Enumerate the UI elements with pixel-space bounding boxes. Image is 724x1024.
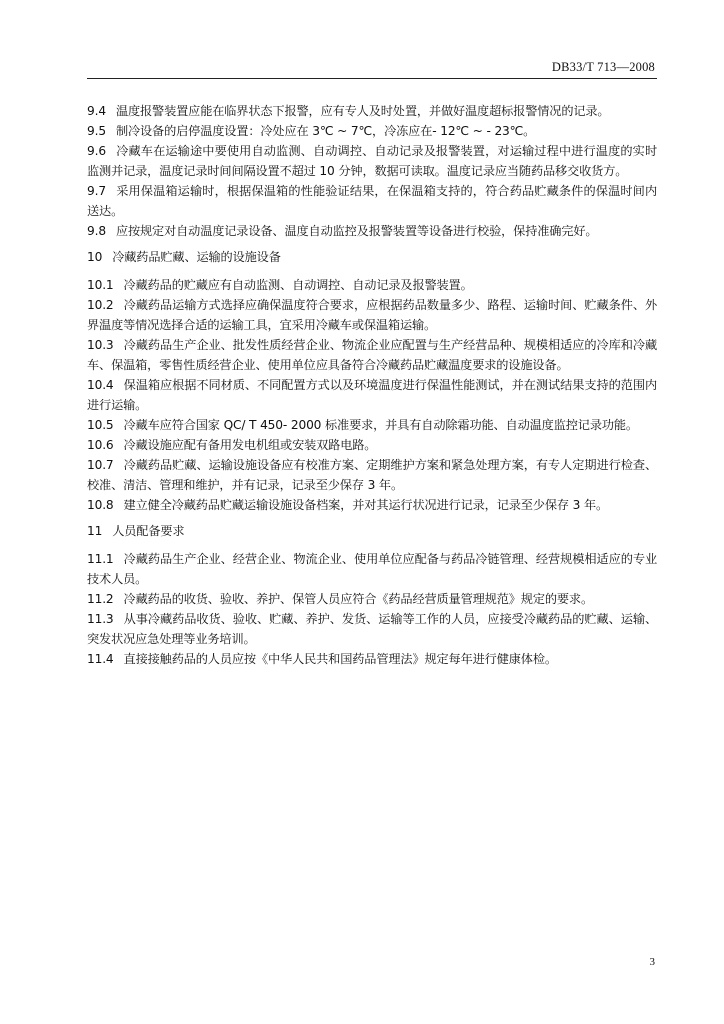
section-title: 冷藏药品贮藏、运输的设施设备 [112, 250, 281, 264]
clause-number: 11.4 [87, 652, 114, 666]
clause-11-3 [87, 609, 657, 649]
clause-text: 建立健全冷藏药品贮藏运输设施设备档案，并对其运行状况进行记录，记录至少保存 3 年。 [123, 498, 609, 512]
clause-text: 冷藏设施应配有备用发电机组或安装双路电路。 [123, 438, 377, 452]
clause-text: 应按规定对自动温度记录设备、温度自动监控及报警装置等设备进行校验，保持准确完好。 [115, 224, 598, 238]
clause-number: 10.5 [87, 418, 114, 432]
clause-9-5 [87, 121, 657, 141]
clause-number: 11.3 [87, 612, 114, 626]
clause-text: 冷藏药品运输方式选择应确保温度符合要求，应根据药品数量多少、路程、运输时间、贮藏条件、外界温度等情况选择合适的运输工具，宜采用冷藏车或保温箱运输。 [87, 298, 657, 332]
clause-9-6 [87, 141, 657, 181]
clause-text: 冷藏药品生产企业、经营企业、物流企业、使用单位应配备与药品冷链管理、经营规模相适应的专业技术人员。 [87, 552, 657, 586]
clause-text: 从事冷藏药品收货、验收、贮藏、养护、发货、运输等工作的人员，应接受冷藏药品的贮藏、运输、突发状况应急处理等业务培训。 [87, 612, 657, 646]
section-number: 11 [87, 524, 103, 538]
clause-number: 10.2 [87, 298, 114, 312]
clause-text: 制冷设备的启停温度设置：冷处应在 3℃ ~ 7℃，冷冻应在- 12℃ ~ - 23℃。 [115, 124, 536, 138]
clause-text: 冷藏药品贮藏、运输设施设备应有校准方案、定期维护方案和紧急处理方案，有专人定期进行检查、校准、清洁、管理和维护，并有记录，记录至少保存 3 年。 [87, 458, 657, 492]
clause-text: 冷藏药品的收货、验收、养护、保管人员应符合《药品经营质量管理规范》规定的要求。 [123, 592, 594, 606]
clause-10-4 [87, 375, 657, 415]
section-number: 10 [87, 250, 103, 264]
clause-10-3 [87, 335, 657, 375]
clause-9-8 [87, 221, 657, 241]
clause-text: 冷藏药品的贮藏应有自动监测、自动调控、自动记录及报警装置。 [123, 278, 473, 292]
clause-number: 10.6 [87, 438, 114, 452]
section-heading-11 [87, 521, 657, 541]
clause-number: 10.4 [87, 378, 114, 392]
clause-number: 9.4 [87, 104, 106, 118]
clause-number: 9.7 [87, 184, 106, 198]
clause-10-1 [87, 275, 657, 295]
clause-number: 9.8 [87, 224, 106, 238]
clause-number: 10.7 [87, 458, 114, 472]
clause-number: 11.2 [87, 592, 114, 606]
clause-10-7 [87, 455, 657, 495]
clause-text: 保温箱应根据不同材质、不同配置方式以及环境温度进行保温性能测试，并在测试结果支持的范围内进行运输。 [87, 378, 657, 412]
clause-number: 10.1 [87, 278, 114, 292]
clause-10-5 [87, 415, 657, 435]
clause-number: 10.8 [87, 498, 114, 512]
clause-number: 10.3 [87, 338, 114, 352]
clause-10-8 [87, 495, 657, 515]
clause-10-2 [87, 295, 657, 335]
clause-text: 冷藏车在运输途中要使用自动监测、自动调控、自动记录及报警装置，对运输过程中进行温度的实时监测并记录，温度记录时间间隔设置不超过 10 分钟，数据可读取。温度记录应当随药品移交收货方。 [87, 144, 657, 178]
page-number: 3 [649, 956, 655, 968]
clause-number: 9.5 [87, 124, 106, 138]
document-body [87, 101, 657, 669]
clause-9-4 [87, 101, 657, 121]
section-title: 人员配备要求 [112, 524, 185, 538]
clause-text: 温度报警装置应能在临界状态下报警，应有专人及时处置，并做好温度超标报警情况的记录。 [115, 104, 610, 118]
clause-text: 冷藏药品生产企业、批发性质经营企业、物流企业应配置与生产经营品种、规模相适应的冷库和冷藏车、保温箱，零售性质经营企业、使用单位应具备符合冷藏药品贮藏温度要求的设施设备。 [87, 338, 657, 372]
section-heading-10 [87, 247, 657, 267]
clause-number: 11.1 [87, 552, 114, 566]
clause-11-4 [87, 649, 657, 669]
clause-9-7 [87, 181, 657, 221]
document-id-header: DB33/T 713—2008 [551, 60, 655, 74]
header-rule [87, 78, 657, 79]
clause-number: 9.6 [87, 144, 106, 158]
clause-text: 采用保温箱运输时，根据保温箱的性能验证结果，在保温箱支持的，符合药品贮藏条件的保温时间内送达。 [87, 184, 657, 218]
clause-text: 直接接触药品的人员应按《中华人民共和国药品管理法》规定每年进行健康体检。 [123, 652, 557, 666]
clause-11-2 [87, 589, 657, 609]
clause-10-6 [87, 435, 657, 455]
clause-11-1 [87, 549, 657, 589]
clause-text: 冷藏车应符合国家 QC/ T 450- 2000 标准要求，并具有自动除霜功能、自动温度监控记录功能。 [123, 418, 638, 432]
